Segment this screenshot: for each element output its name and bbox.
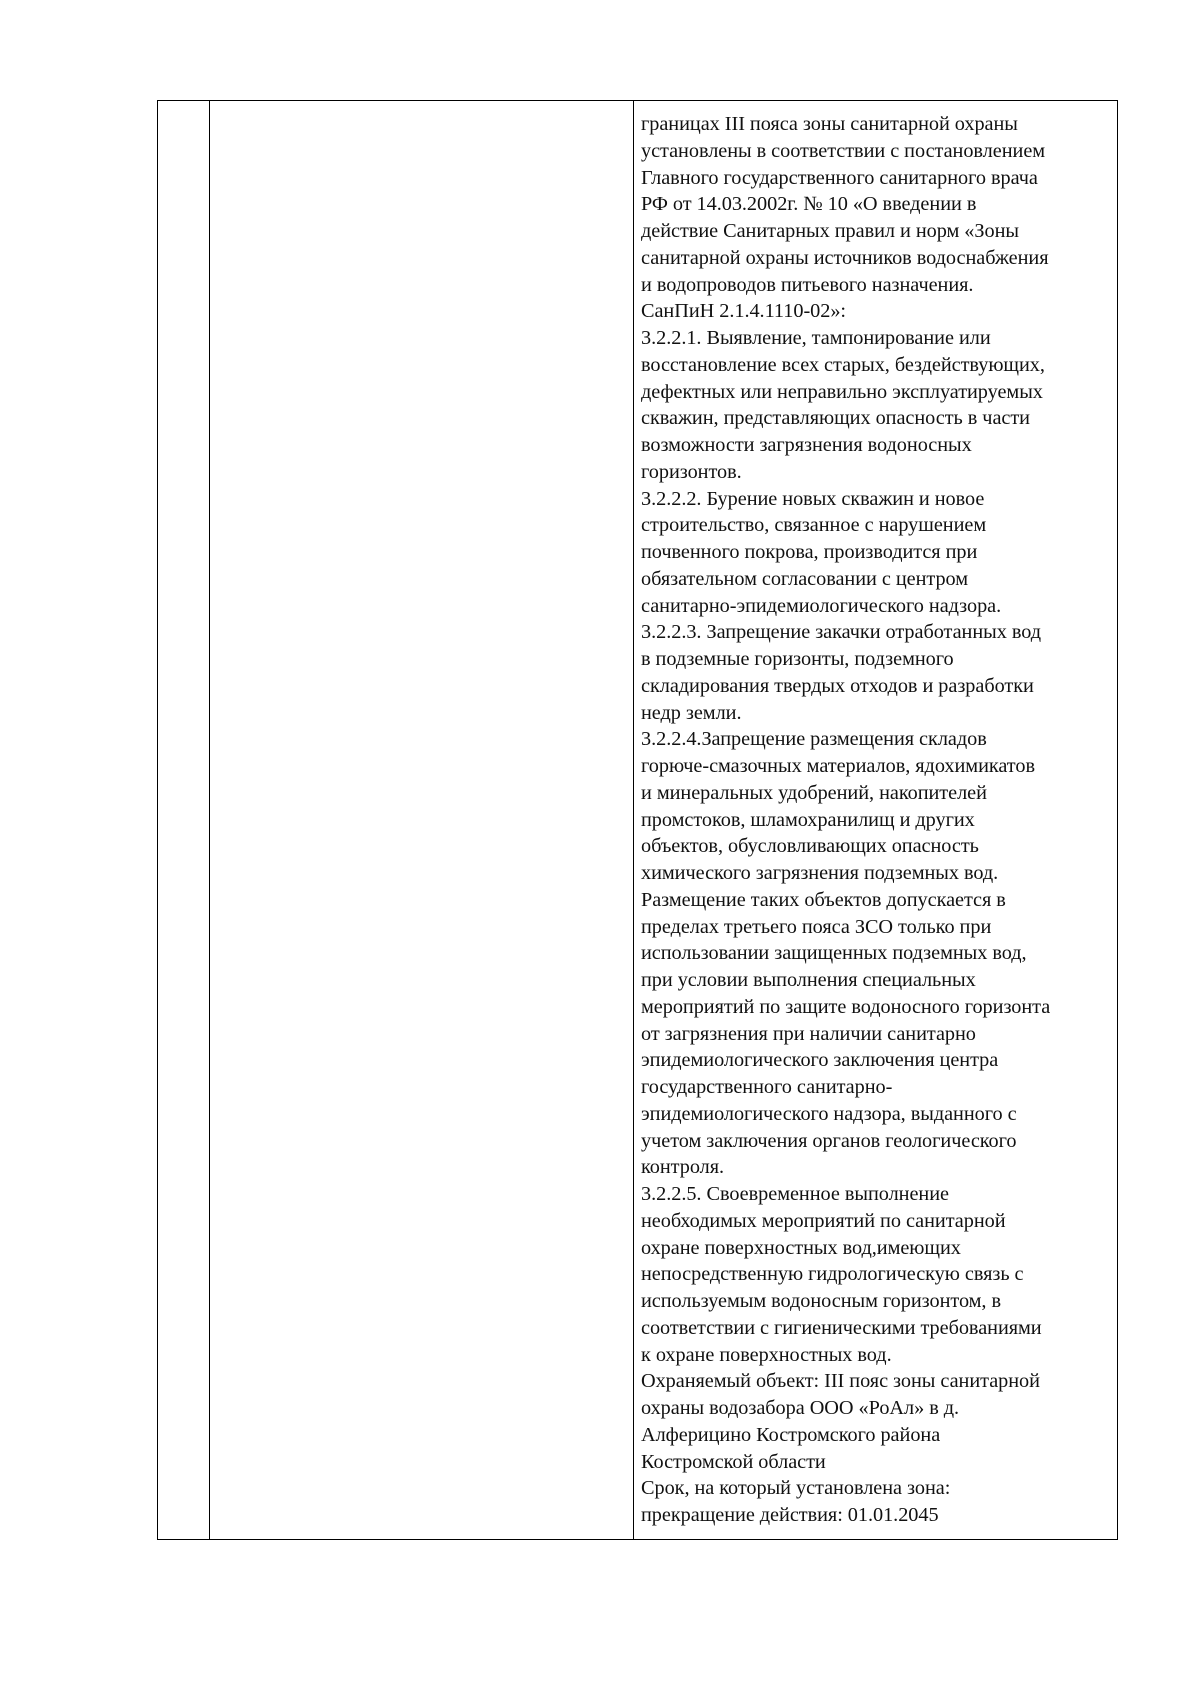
row-number-cell	[158, 101, 210, 1539]
description-line: объектов, обусловливающих опасность	[641, 835, 979, 858]
description-line: 3.2.2.5. Своевременное выполнение	[641, 1183, 949, 1205]
description-line: промстоков, шламохранилищ и других	[641, 808, 975, 831]
description-line: учетом заключения органов геологического	[641, 1129, 1017, 1152]
description-line: мероприятий по защите водоносного горизонта	[641, 995, 1051, 1018]
description-line: санитарной охраны источников водоснабжения	[641, 246, 1049, 269]
description-line: скважин, представляющих опасность в части	[641, 407, 1030, 430]
description-line: возможности загрязнения водоносных	[641, 434, 972, 456]
description-line: санитарно-эпидемиологического надзора.	[641, 594, 1002, 617]
description-line: непосредственную гидрологическую связь с	[641, 1263, 1024, 1286]
description-line: используемым водоносным горизонтом, в	[641, 1290, 1002, 1312]
description-line: установлены в соответствии с постановлением	[641, 139, 1046, 162]
description-line: Размещение таких объектов допускается в	[641, 888, 1006, 911]
description-line: к охране поверхностных вод.	[641, 1343, 892, 1366]
description-line: складирования твердых отходов и разработки	[641, 674, 1034, 697]
description-line: пределах третьего пояса ЗСО только при	[641, 915, 992, 938]
description-line: обязательном согласовании с центром	[641, 567, 969, 590]
description-line: Срок, на который установлена зона:	[641, 1477, 951, 1500]
description-line: использовании защищенных подземных вод,	[641, 942, 1027, 965]
description-line: охраны водозабора ООО «РоАл» в д.	[641, 1397, 960, 1419]
description-line: восстановление всех старых, бездействующих,	[641, 353, 1045, 376]
description-line: 3.2.2.2. Бурение новых скважин и новое	[641, 487, 985, 510]
description-line: и водопроводов питьевого назначения.	[641, 273, 974, 296]
description-line: недр земли.	[641, 701, 742, 724]
description-line: Главного государственного санитарного врача	[641, 166, 1038, 189]
description-line: дефектных или неправильно эксплуатируемых	[641, 380, 1043, 403]
description-line: Алферицино Костромского района	[641, 1423, 941, 1446]
description-line: границах III пояса зоны санитарной охраны	[641, 113, 1018, 135]
description-line: химического загрязнения подземных вод.	[641, 862, 999, 884]
description-line: эпидемиологического заключения центра	[641, 1049, 999, 1072]
description-line: 3.2.2.1. Выявление, тампонирование или	[641, 327, 991, 349]
description-line: от загрязнения при наличии санитарно	[641, 1022, 976, 1045]
description-line: горизонтов.	[641, 460, 742, 483]
description-line: СанПиН 2.1.4.1110-02»:	[641, 300, 846, 323]
description-line: государственного санитарно-	[641, 1076, 893, 1098]
description-line: соответствии с гигиеническими требованиями	[641, 1316, 1042, 1339]
description-line: строительство, связанное с нарушением	[641, 514, 987, 537]
description-line: прекращение действия: 01.01.2045	[641, 1504, 939, 1526]
zone-name-cell	[210, 101, 634, 1539]
description-line: контроля.	[641, 1156, 725, 1179]
description-line: РФ от 14.03.2002г. № 10 «О введении в	[641, 193, 977, 216]
description-line: почвенного покрова, производится при	[641, 541, 978, 563]
description-line: 3.2.2.4.Запрещение размещения складов	[641, 728, 987, 751]
description-line: в подземные горизонты, подземного	[641, 648, 954, 670]
description-line: 3.2.2.3. Запрещение закачки отработанных вод	[641, 621, 1042, 644]
description-line: необходимых мероприятий по санитарной	[641, 1209, 1006, 1232]
description-line: горюче-смазочных материалов, ядохимикатов	[641, 755, 1035, 777]
description-line: и минеральных удобрений, накопителей	[641, 781, 987, 804]
document-table	[157, 100, 1118, 1540]
description-line: охране поверхностных вод,имеющих	[641, 1236, 961, 1259]
description-line: при условии выполнения специальных	[641, 969, 976, 991]
description-line: Костромской области	[641, 1450, 826, 1473]
zone-description-cell	[634, 101, 1117, 1539]
description-line: эпидемиологического надзора, выданного с	[641, 1102, 1017, 1125]
description-line: действие Санитарных правил и норм «Зоны	[641, 220, 1019, 242]
description-line: Охраняемый объект: III пояс зоны санитарной	[641, 1370, 1040, 1393]
